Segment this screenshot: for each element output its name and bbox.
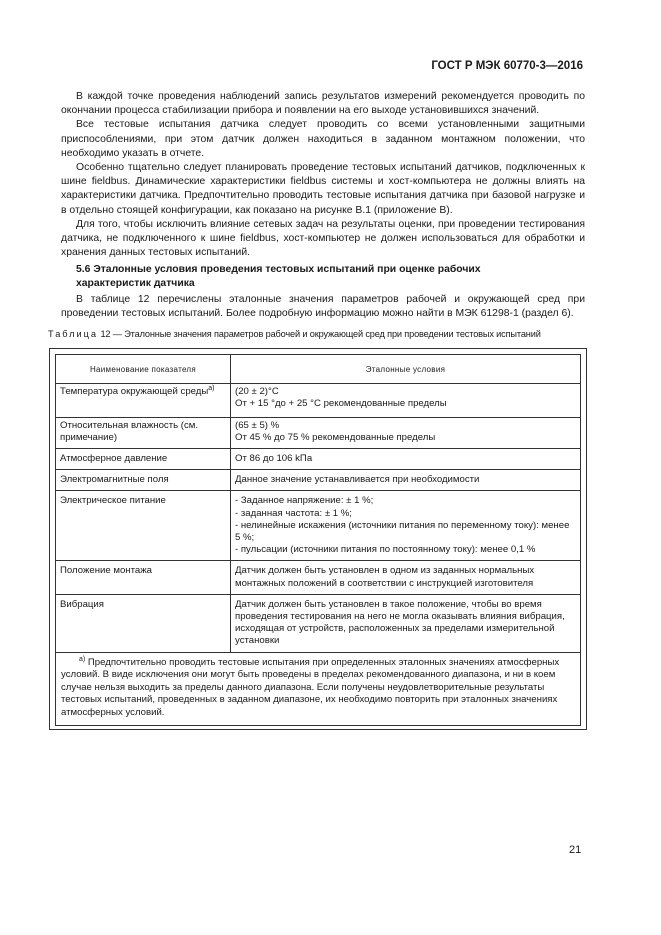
reference-conditions-table [49,348,587,730]
value-line: - нелинейные искажения (источники питания по переменному току): менее 5 %; [235,519,570,544]
document-header: ГОСТ Р МЭК 60770-3—2016 [431,60,583,72]
value-line: - пульсации (источники питания по постоянному току): менее 0,1 % [235,544,536,556]
row-value [231,561,581,594]
paragraph: В каждой точке проведения наблюдений запись результатов измерений рекомендуется проводить по окончании процесса стабилизации прибора и появлении на его выходе установившихся значений. [61,91,585,117]
row-name: Положение монтажа [56,561,231,594]
paragraph: Для того, чтобы исключить влияние сетевых задач на результаты оценки, при проведении тестирования датчика, не подключенного к шине fieldbus, хост-компьютер не должен использоваться для обработки и хранения данных тестовых испытаний. [61,218,585,259]
row-value [231,594,581,652]
row-value [231,384,581,417]
row-value [231,491,581,561]
paragraph: Особенно тщательно следует планировать проведение тестовых испытаний датчиков, подключенных к шине fieldbus. Динамические характеристики fieldbus системы и хост-компьютера не должны влиять на характеристики датчика. Предпочтительно проводить тестовые испытания датчика при базовой нагрузке и в отдельно стоящей конфигурации, как показано на рисунке В.1 (приложение В). [61,162,585,216]
value-line: От 86 до 106 kПа [235,453,313,465]
table-row [56,470,581,491]
table-row [56,417,581,448]
paragraph: Все тестовые испытания датчика следует проводить со всеми установленными защитными приспособлениями, при этом датчик должен находиться в заданном монтажном положении, что необходимо указать в отчете. [61,119,585,159]
value-line: - Заданное напряжение: ± 1 %; [235,495,374,507]
row-name: Электрическое питание [56,491,231,561]
value-line: От + 15 °до + 25 °С рекомендованные пределы [235,398,447,410]
row-value [231,417,581,448]
table-caption-label: Таблица [48,329,99,339]
table-header-row [56,355,581,384]
table-footnote-row [56,652,581,725]
table-row [56,449,581,470]
row-name-text: Температура окружающей среды [60,386,209,398]
page-number: 21 [569,844,582,856]
value-line: От 45 % до 75 % рекомендованные пределы [235,431,436,443]
header-conditions: Эталонные условия [231,355,581,384]
row-name [56,384,231,417]
table-row [56,561,581,594]
footnote-ref: a) [208,385,215,393]
value-line: Данное значение устанавливается при необходимости [235,474,480,486]
value-line: Датчик должен быть установлен в такое положение, чтобы во время проведения тестирования на него не могла оказывать влияния вибрация, исходящая от устройств, расположенных за пределами измерительной установки [235,598,565,647]
footnote-text: Предпочтительно проводить тестовые испытания при определенных эталонных значениях атмосферных условий. В виде исключения они могут быть проведены в пределах рекомендованного диапазона, и ни в коем случае нельзя выходить за пределы данного диапазона. Если получены неудовлетворительные результаты тестовых испытаний, проведенных в заданном диапазоне, их необходимо повторить при эталонных значениях атмосферных условий. [61,656,560,719]
table-caption-text: 12 — Эталонные значения параметров рабочей и окружающей сред при проведении тестовых испытаний [100,329,541,339]
table-row [56,594,581,652]
table-inner [55,354,581,726]
value-line: (20 ± 2)°С [235,386,279,398]
row-value [231,470,581,491]
row-name: Относительная влажность (см. примечание) [56,417,231,448]
footnote-mark: a) [79,655,86,663]
row-name: Атмосферное давление [56,449,231,470]
table-row [56,384,581,417]
value-line: Датчик должен быть установлен в одном из заданных нормальных монтажных положений в соответствии с инструкцией изготовителя [235,565,535,589]
section-title: 5.6 Эталонные условия проведения тестовых испытаний при оценке рабочих характеристик датчика [76,264,481,289]
table-footnote [56,652,581,725]
value-line: - заданная частота: ± 1 %; [235,507,352,519]
paragraph: В таблице 12 перечислены эталонные значения параметров рабочей и окружающей сред при проведении тестовых испытаний. Более подробную информацию можно найти в МЭК 61298-1 (раздел 6). [61,294,585,320]
row-value [231,449,581,470]
table-caption [48,329,588,339]
section-intro [61,293,585,321]
table-row [56,491,581,561]
body-text [61,90,585,260]
header-parameter: Наименование показателя [56,355,231,384]
value-line: (65 ± 5) % [235,419,280,431]
row-name: Электромагнитные поля [56,470,231,491]
table-inner-cell [50,349,587,730]
row-name: Вибрация [56,594,231,652]
